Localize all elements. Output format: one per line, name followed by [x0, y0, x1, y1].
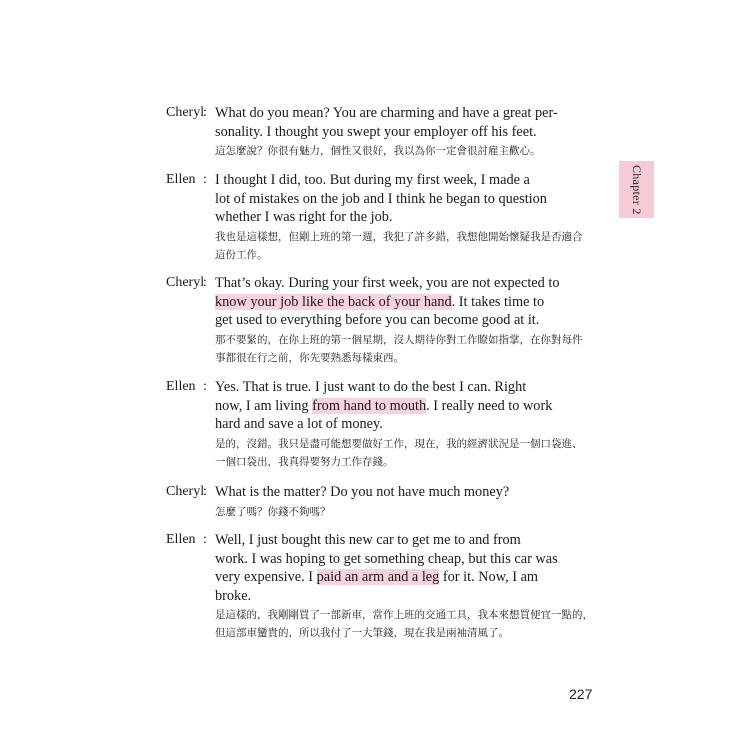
speaker-colon: : — [203, 484, 207, 499]
english-fragment: . I really need to work — [426, 397, 553, 414]
speaker-name — [166, 531, 211, 550]
chinese-translation: 事都很在行之前，你先要熟悉每樣東西。 — [215, 351, 404, 364]
speaker-colon: : — [203, 379, 207, 394]
dialogue-text — [215, 483, 595, 521]
english-line — [215, 568, 595, 587]
chapter-tab-label: Chapter 2 — [630, 164, 644, 215]
english-line: broke. — [215, 587, 252, 604]
chinese-translation: 但這部車蠻貴的，所以我付了一大筆錢，現在我是兩袖清風了。 — [215, 627, 509, 640]
speaker-name — [166, 483, 211, 502]
english-fragment: very expensive. I — [215, 569, 317, 586]
dialogue-text — [215, 104, 595, 160]
speaker-name — [166, 171, 211, 190]
chinese-translation: 是的，沒錯。我只是盡可能想要做好工作，現在，我的經濟狀況是一個口袋進、 — [215, 437, 583, 450]
speaker-colon: : — [203, 532, 207, 547]
speaker-label: Ellen — [166, 379, 196, 394]
page-number: 227 — [569, 686, 593, 702]
english-line: hard and save a lot of money. — [215, 416, 383, 433]
english-line: work. I was hoping to get something cheap, but this car was — [215, 550, 558, 567]
speaker-colon: : — [203, 105, 207, 120]
idiom-highlight: paid an arm and a leg — [316, 569, 440, 586]
chinese-translation: 這份工作。 — [215, 248, 268, 261]
chinese-translation: 我也是這樣想，但剛上班的第一週，我犯了許多錯，我想他開始懷疑我是否適合 — [215, 230, 583, 243]
english-fragment: now, I am living — [215, 397, 313, 414]
speaker-name — [166, 274, 211, 293]
english-line: Yes. That is true. I just want to do the best I can. Right — [215, 379, 527, 395]
speaker-colon: : — [203, 172, 207, 187]
chinese-translation: 一個口袋出，我真得要努力工作存錢。 — [215, 455, 394, 468]
speaker-colon: : — [203, 275, 207, 290]
english-line: What is the matter? Do you not have much money? — [215, 484, 510, 500]
english-line: I thought I did, too. But during my first week, I made a — [215, 172, 530, 188]
speaker-label: Ellen — [166, 172, 196, 187]
chinese-translation: 是這樣的，我剛剛買了一部新車，當作上班的交通工具，我本來想買便宜一點的， — [215, 609, 593, 622]
dialogue-text — [215, 274, 595, 367]
speaker-label: Cheryl — [166, 275, 205, 290]
speaker-label: Cheryl — [166, 484, 205, 499]
english-line: lot of mistakes on the job and I think he began to question — [215, 190, 547, 207]
idiom-highlight: know your job like the back of your hand — [215, 293, 452, 310]
english-line — [215, 293, 595, 312]
idiom-highlight: from hand to mouth — [312, 397, 427, 414]
speaker-label: Ellen — [166, 532, 196, 547]
english-fragment: for it. Now, I am — [439, 569, 539, 586]
dialogue-text — [215, 378, 595, 471]
english-fragment: . It takes time to — [451, 293, 545, 310]
chapter-tab — [619, 161, 654, 218]
english-line: sonality. I thought you swept your employer off his feet. — [215, 123, 537, 140]
chinese-translation: 這怎麼說？你很有魅力，個性又很好，我以為你一定會很討雇主歡心。 — [215, 145, 541, 158]
english-line: That’s okay. During your first week, you are not expected to — [215, 275, 560, 291]
speaker-name — [166, 378, 211, 397]
speaker-name — [166, 104, 211, 123]
chinese-translation: 怎麼了嗎？你錢不夠嗎？ — [215, 505, 331, 518]
english-line: whether I was right for the job. — [215, 209, 393, 226]
english-line: get used to everything before you can become good at it. — [215, 312, 540, 329]
dialogue-text — [215, 171, 595, 264]
english-line: What do you mean? You are charming and have a great per- — [215, 105, 558, 121]
english-line: Well, I just bought this new car to get me to and from — [215, 532, 521, 548]
dialogue-text — [215, 531, 595, 642]
chinese-translation: 那不要緊的，在你上班的第一個星期，沒人期待你對工作瞭如指掌，在你對每件 — [215, 333, 583, 346]
speaker-label: Cheryl — [166, 105, 205, 120]
english-line — [215, 397, 595, 416]
